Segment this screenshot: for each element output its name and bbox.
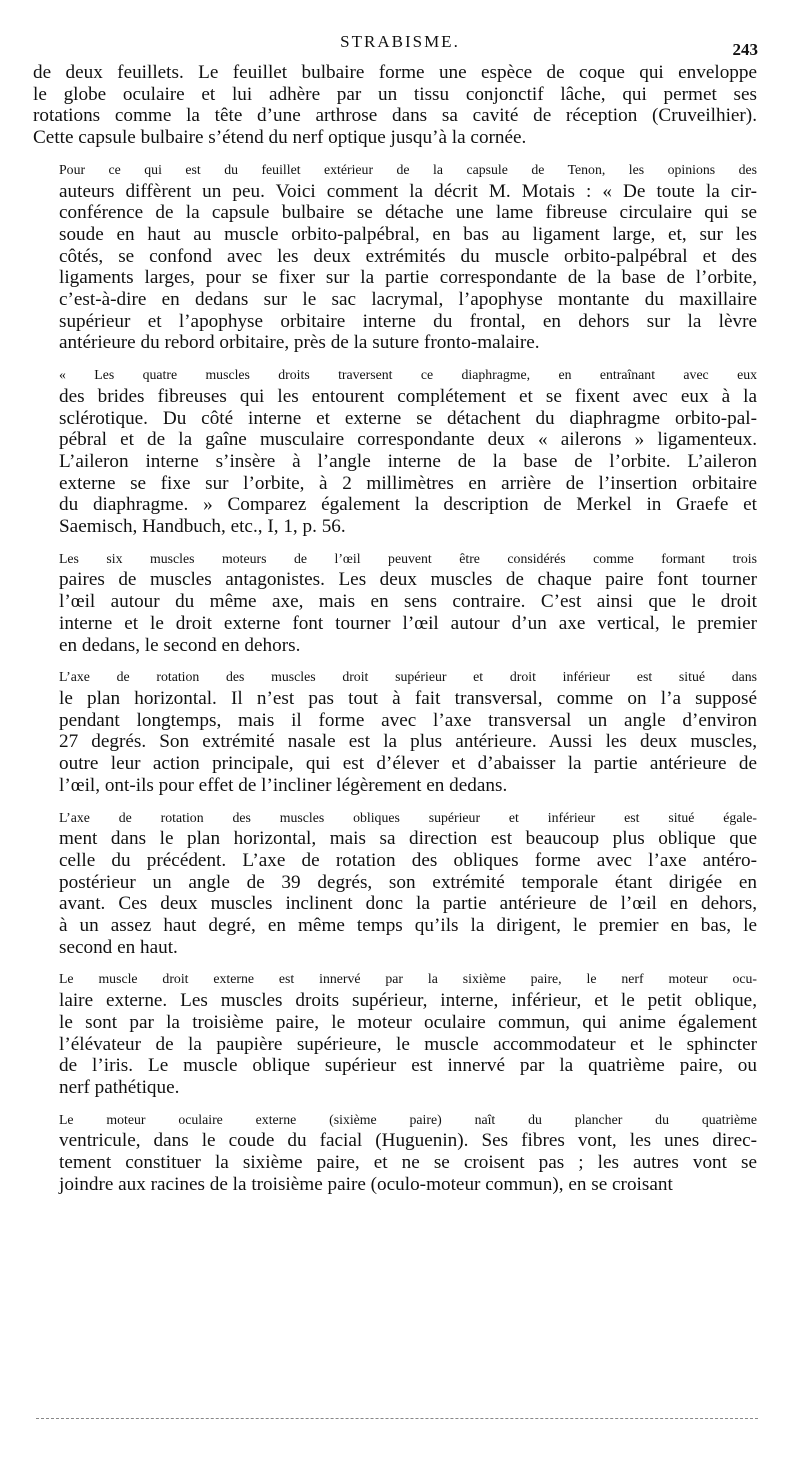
text-line: tement constituer la sixième paire, et ne se croisent pas ; les autres vont se	[59, 1152, 757, 1174]
text-line: en dedans, le second en dehors.	[59, 634, 301, 656]
text-line: ment dans le plan horizontal, mais sa direction est beaucoup plus oblique que	[59, 828, 757, 850]
text-line: Cette capsule bulbaire s’étend du nerf optique jusqu’à la cornée.	[33, 127, 527, 149]
text-line: Saemisch, Handbuch, etc., I, 1, p. 56.	[59, 516, 346, 538]
text-line: c’est-à-dire en dedans sur le sac lacrymal, l’apophyse montante du maxillaire	[59, 289, 757, 311]
paragraph	[33, 1109, 757, 1196]
text-line: externe se fixe sur l’orbite, à 2 millimètres en arrière de l’insertion orbitaire	[59, 472, 757, 494]
text-line: de l’iris. Le muscle oblique supérieur est innervé par la quatrième paire, ou	[59, 1055, 757, 1077]
text-line: outre leur action principale, qui est d’élever et d’abaisser la partie antérieure de	[59, 753, 757, 775]
paragraph	[33, 159, 757, 354]
text-line: supérieur et l’apophyse orbitaire interne du frontal, en dehors sur la lèvre	[59, 310, 757, 332]
text-line: l’œil autour du même axe, mais en sens contraire. C’est ainsi que le droit	[59, 591, 757, 613]
text-line: Le muscle droit externe est innervé par la sixième paire, le nerf moteur ocu-	[59, 971, 757, 987]
text-line: soude en haut au muscle orbito-palpébral, en bas au ligament large, et, sur les	[59, 223, 757, 245]
running-title: STRABISME.	[340, 32, 460, 51]
text-line: pendant longtemps, mais il forme avec l’axe transversal un angle d’environ	[59, 709, 757, 731]
text-line: antérieure du rebord orbitaire, près de la suture fronto-malaire.	[59, 332, 540, 354]
text-line: conférence de la capsule bulbaire se détache une lame fibreuse circulaire qui se	[59, 202, 757, 224]
text-line: postérieur un angle de 39 degrés, son extrémité temporale étant dirigée en	[59, 871, 757, 893]
text-line: L’axe de rotation des muscles obliques supérieur et inférieur est situé égale-	[59, 809, 757, 825]
paragraph	[33, 62, 757, 149]
text-line: second en haut.	[59, 936, 178, 958]
text-line: Pour ce qui est du feuillet extérieur de la capsule de Tenon, les opinions des	[59, 161, 757, 177]
page-number: 243	[732, 40, 758, 59]
page-header	[0, 28, 800, 62]
footer-rule	[36, 1418, 758, 1419]
text-line: le sont par la troisième paire, le moteur oculaire commun, qui anime également	[59, 1011, 757, 1033]
text-line: ventricule, dans le coude du facial (Huguenin). Ses fibres vont, les unes direc-	[59, 1130, 757, 1152]
text-line: laire externe. Les muscles droits supérieur, interne, inférieur, et le petit oblique,	[59, 990, 757, 1012]
text-line: à un assez haut degré, en même temps qu’ils la dirigent, le premier en bas, le	[59, 915, 757, 937]
text-line: L’aileron interne s’insère à l’angle interne de la base de l’orbite. L’aileron	[59, 450, 757, 472]
text-line: paires de muscles antagonistes. Les deux muscles de chaque paire font tourner	[59, 569, 757, 591]
text-line: interne et le droit externe font tourner l’œil autour d’un axe vertical, le premier	[59, 612, 757, 634]
text-line: de deux feuillets. Le feuillet bulbaire forme une espèce de coque qui enveloppe	[33, 62, 757, 83]
text-line: nerf pathétique.	[59, 1076, 180, 1098]
text-line: L’axe de rotation des muscles droit supérieur et droit inférieur est situé dans	[59, 669, 757, 685]
text-line: rotations comme la tête d’une arthrose dans sa cavité de réception (Cruveilhier).	[33, 105, 757, 127]
text-line: du diaphragme. » Comparez également la description de Merkel in Graefe et	[59, 494, 757, 516]
text-line: 27 degrés. Son extrémité nasale est la plus antérieure. Aussi les deux muscles,	[59, 731, 757, 753]
text-line: l’œil, ont-ils pour effet de l’incliner légèrement en dedans.	[59, 774, 508, 796]
text-line: « Les quatre muscles droits traversent ce diaphragme, en entraînant avec eux	[59, 367, 757, 383]
paragraph	[33, 968, 757, 1098]
paragraph	[33, 364, 757, 538]
text-line: le globe oculaire et lui adhère par un tissu conjonctif lâche, qui permet ses	[33, 83, 757, 105]
text-line: côtés, se confond avec les deux extrémités du muscle orbito-palpébral et des	[59, 245, 757, 267]
text-line: celle du précédent. L’axe de rotation des obliques forme avec l’axe antéro-	[59, 849, 757, 871]
text-line: Les six muscles moteurs de l’œil peuvent être considérés comme formant trois	[59, 550, 757, 566]
paragraph	[33, 666, 757, 796]
text-line: joindre aux racines de la troisième paire (oculo-moteur commun), en se croisant	[59, 1173, 673, 1195]
text-line: auteurs diffèrent un peu. Voici comment la décrit M. Motais : « De toute la cir-	[59, 180, 757, 202]
text-line: sclérotique. Du côté interne et externe se détachent du diaphragme orbito-pal-	[59, 407, 757, 429]
text-line: ligaments larges, pour se fixer sur la partie correspondante de la base de l’orbite,	[59, 267, 757, 289]
text-line: des brides fibreuses qui les entourent complétement et se fixent avec eux à la	[59, 385, 757, 407]
text-line: pébral et de la gaîne musculaire correspondante deux « ailerons » ligamenteux.	[59, 429, 757, 451]
page-body	[33, 62, 757, 1205]
text-line: Le moteur oculaire externe (sixième paire) naît du plancher du quatrième	[59, 1111, 757, 1127]
text-line: l’élévateur de la paupière supérieure, le muscle accommodateur et le sphincter	[59, 1033, 757, 1055]
paragraph	[33, 548, 757, 657]
text-line: avant. Ces deux muscles inclinent donc la partie antérieure de l’œil en dehors,	[59, 893, 757, 915]
paragraph	[33, 807, 757, 959]
text-line: le plan horizontal. Il n’est pas tout à fait transversal, comme on l’a supposé	[59, 687, 757, 709]
